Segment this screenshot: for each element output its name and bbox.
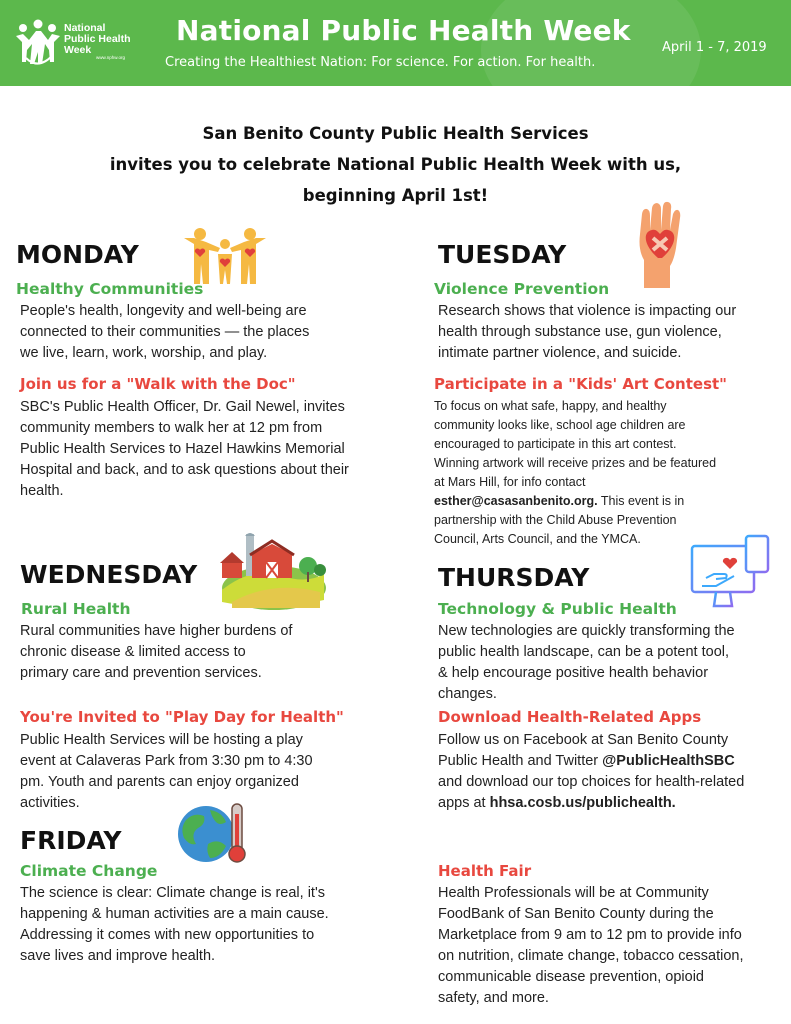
tuesday-body (438, 301, 736, 364)
text-line: save lives and improve health. (20, 948, 216, 964)
text-line: safety, and more. (438, 990, 549, 1006)
text-line: intimate partner violence, and suicide. (438, 345, 682, 361)
header-banner (0, 0, 791, 86)
text-line: Addressing it comes with new opportunities to (20, 927, 315, 943)
text-line: Follow us on Facebook at San Benito County (438, 732, 729, 748)
text-line: pm. Youth and parents can enjoy organized (20, 774, 299, 790)
text-line: Public Health Services to Hazel Hawkins Memorial (20, 441, 345, 457)
farm-icon (212, 530, 326, 610)
wednesday-event-title: You're Invited to "Play Day for Health" (20, 708, 344, 726)
text-line: Research shows that violence is impacting our (438, 303, 737, 319)
text-line: Public Health Services will be hosting a play (20, 732, 303, 748)
text-line: and download our top choices for health-related (438, 774, 745, 790)
text-line: health. (20, 483, 64, 499)
logo-url: www.nphw.org (96, 55, 126, 60)
text-line: Rural communities have higher burdens of (20, 623, 293, 639)
friday-theme: Climate Change (20, 862, 158, 880)
health-fair-title: Health Fair (438, 862, 532, 880)
thursday-event-title: Download Health-Related Apps (438, 708, 702, 726)
globe-thermometer-icon (176, 800, 252, 866)
text-line: New technologies are quickly transforming the (438, 623, 735, 639)
thursday-event-body (438, 730, 744, 814)
text-line: People's health, longevity and well-being are (20, 303, 307, 319)
text-line: at Mars Hill, for info contact (434, 475, 586, 489)
family-icon (182, 226, 268, 288)
text-line: community looks like, school age children are (434, 418, 686, 432)
monday-body (20, 301, 309, 364)
page-subtitle: Creating the Healthiest Nation: For science. For action. For health. (165, 55, 596, 70)
twitter-handle[interactable]: @PublicHealthSBC (602, 753, 735, 769)
monday-theme: Healthy Communities (16, 280, 204, 298)
text-line: we live, learn, work, worship, and play. (20, 345, 268, 361)
text-line: primary care and prevention services. (20, 665, 262, 681)
intro-line: invites you to celebrate National Public Health Week with us, (109, 155, 682, 174)
monday-event-title: Join us for a "Walk with the Doc" (20, 375, 296, 393)
people-logo-icon (14, 18, 62, 68)
text-line: Health Professionals will be at Community (438, 885, 709, 901)
logo-text: National Public Health Week (64, 22, 131, 56)
tuesday-theme: Violence Prevention (434, 280, 610, 298)
page-title: National Public Health Week (176, 14, 631, 47)
text-line: SBC's Public Health Officer, Dr. Gail Newel, invites (20, 399, 345, 415)
tuesday-event-title: Participate in a "Kids' Art Contest" (434, 375, 727, 393)
monday-event-body (20, 397, 349, 502)
text-line: communicable disease prevention, opioid (438, 969, 704, 985)
apps-url-link[interactable]: hhsa.cosb.us/publichealth. (489, 795, 676, 811)
monday-heading: MONDAY (16, 240, 139, 269)
intro-heading (0, 118, 791, 211)
text-line: FoodBank of San Benito County during the (438, 906, 714, 922)
hand-heart-icon (636, 200, 684, 292)
text-line: event at Calaveras Park from 3:30 pm to 4:30 (20, 753, 313, 769)
nphw-logo (14, 18, 144, 68)
tuesday-heading: TUESDAY (438, 240, 567, 269)
text-line: Marketplace from 9 am to 12 pm to provide info (438, 927, 742, 943)
computer-phone-icon (690, 534, 772, 614)
thursday-body (438, 621, 735, 705)
health-fair-body (438, 883, 743, 1009)
text-line: apps at hhsa.cosb.us/publichealth. (438, 795, 676, 811)
intro-line: San Benito County Public Health Services (202, 124, 589, 143)
friday-body (20, 883, 329, 967)
text-line: happening & human activities are a main cause. (20, 906, 329, 922)
text-line: health through substance use, gun violence, (438, 324, 722, 340)
friday-heading: FRIDAY (20, 826, 122, 855)
intro-line: beginning April 1st! (302, 186, 489, 205)
thursday-theme: Technology & Public Health (438, 600, 677, 618)
text-line: activities. (20, 795, 80, 811)
wednesday-body (20, 621, 292, 684)
thursday-heading: THURSDAY (438, 563, 590, 592)
wednesday-theme: Rural Health (21, 600, 131, 618)
text-line: chronic disease & limited access to (20, 644, 246, 660)
wednesday-event-body (20, 730, 313, 814)
text-line: encouraged to participate in this art contest. (434, 437, 677, 451)
text-line: public health landscape, can be a potent tool, (438, 644, 730, 660)
text-line: esther@casasanbenito.org. This event is in (434, 494, 685, 508)
text-line: Public Health and Twitter @PublicHealthSBC (438, 753, 735, 769)
text-line: connected to their communities — the places (20, 324, 310, 340)
text-line: Winning artwork will receive prizes and be featured (434, 456, 717, 470)
text-line: on nutrition, climate change, tobacco cessation, (438, 948, 744, 964)
tuesday-event-body (434, 397, 716, 549)
text-line: changes. (438, 686, 497, 702)
text-line: The science is clear: Climate change is real, it's (20, 885, 325, 901)
text-line: community members to walk her at 12 pm from (20, 420, 323, 436)
text-line: Council, Arts Council, and the YMCA. (434, 532, 641, 546)
event-dates: April 1 - 7, 2019 (662, 40, 767, 55)
wednesday-heading: WEDNESDAY (20, 560, 198, 589)
text-line: Hospital and back, and to ask questions about their (20, 462, 349, 478)
contact-email[interactable]: esther@casasanbenito.org. (434, 494, 598, 508)
text-line: To focus on what safe, happy, and healthy (434, 399, 667, 413)
text-line: & help encourage positive health behavior (438, 665, 709, 681)
text-line: partnership with the Child Abuse Prevention (434, 513, 677, 527)
